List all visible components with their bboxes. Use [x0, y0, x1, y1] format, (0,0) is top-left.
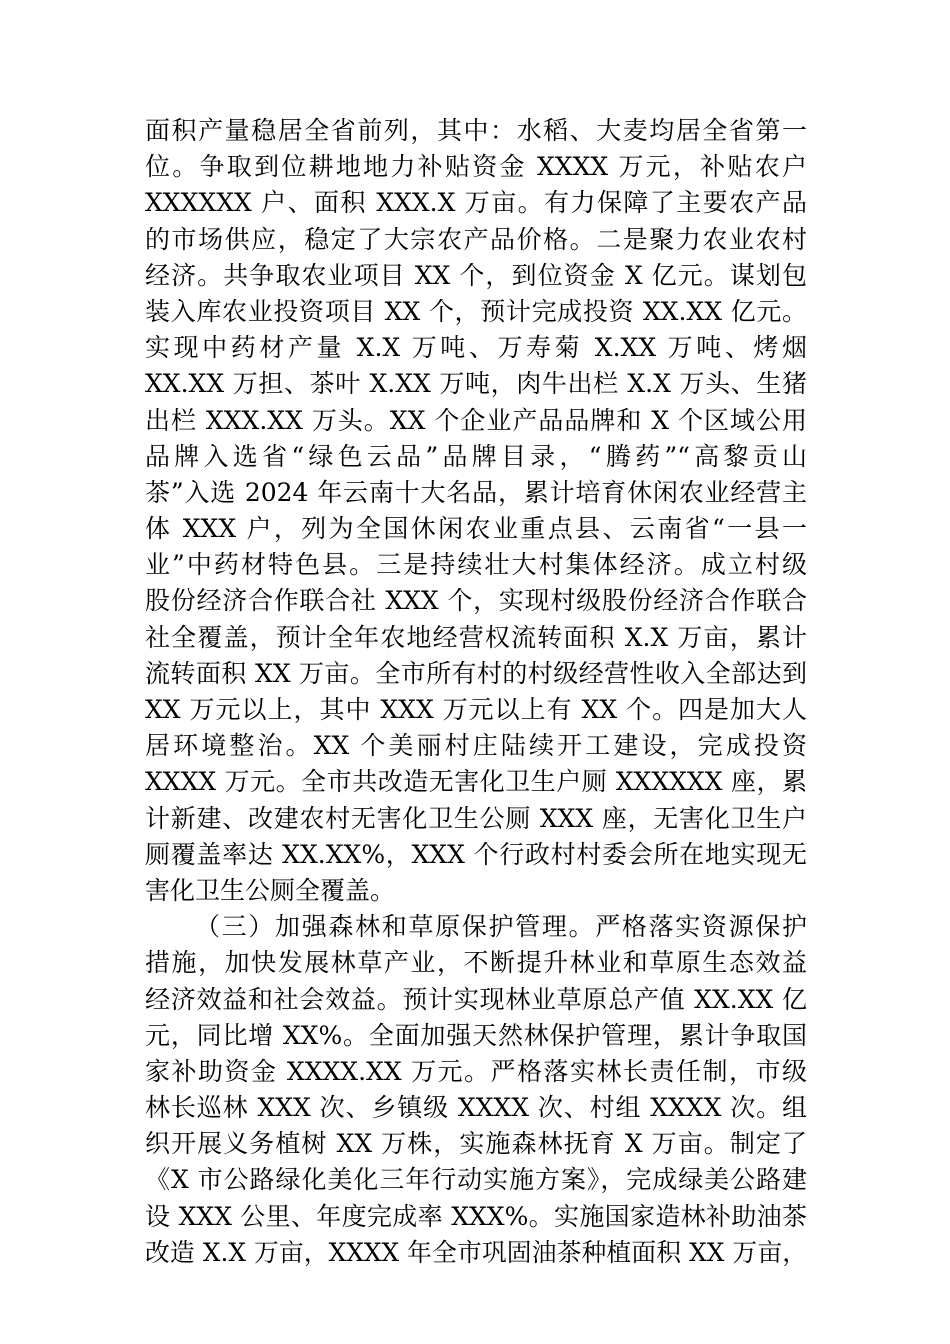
text-line: 出栏 XXX.XX 万头。XX 个企业产品品牌和 X 个区域公用 — [145, 405, 807, 435]
text-line: XXXXXX 户、面积 XXX.X 万亩。有力保障了主要农产品 — [145, 188, 807, 218]
text-line: 措施，加快发展林草产业，不断提升林业和草原生态效益 — [145, 948, 807, 978]
text-line: XXXX 万元。全市共改造无害化卫生户厕 XXXXXX 座，累 — [145, 767, 807, 797]
text-line: 元，同比增 XX%。全面加强天然林保护管理，累计争取国 — [145, 1020, 807, 1050]
text-line: 的市场供应，稳定了大宗农产品价格。二是聚力农业农村 — [145, 224, 807, 254]
text-line: 社全覆盖，预计全年农地经营权流转面积 X.X 万亩，累计 — [145, 622, 807, 652]
text-line: 面积产量稳居全省前列，其中：水稻、大麦均居全省第一 — [145, 116, 807, 145]
text-line: 股份经济合作联合社 XXX 个，实现村级股份经济合作联合 — [145, 586, 807, 616]
text-line: 流转面积 XX 万亩。全市所有村的村级经营性收入全部达到 — [145, 658, 807, 688]
text-line: 品牌入选省“绿色云品”品牌目录，“腾药”“高黎贡山 — [145, 441, 807, 471]
text-line: 林长巡林 XXX 次、乡镇级 XXXX 次、村组 XXXX 次。组 — [145, 1093, 807, 1123]
text-line: XX.XX 万担、茶叶 X.XX 万吨，肉牛出栏 X.X 万头、生猪 — [145, 369, 807, 399]
text-line: 经济效益和社会效益。预计实现林业草原总产值 XX.XX 亿 — [145, 984, 807, 1014]
text-line: 居环境整治。XX 个美丽村庄陆续开工建设，完成投资 — [145, 731, 807, 761]
text-line: 装入库农业投资项目 XX 个，预计完成投资 XX.XX 亿元。 — [145, 296, 807, 326]
text-line: 实现中药材产量 X.X 万吨、万寿菊 X.XX 万吨、烤烟 — [145, 333, 807, 363]
text-line: 家补助资金 XXXX.XX 万元。严格落实林长责任制，市级 — [145, 1056, 807, 1086]
text-line: 位。争取到位耕地地力补贴资金 XXXX 万元，补贴农户 — [145, 152, 807, 182]
text-line: XX 万元以上，其中 XXX 万元以上有 XX 个。四是加大人 — [145, 695, 807, 724]
text-line: 改造 X.X 万亩，XXXX 年全市巩固油茶种植面积 XX 万亩， — [145, 1237, 807, 1267]
text-line: 《X 市公路绿化美化三年行动实施方案》，完成绿美公路建 — [145, 1165, 807, 1195]
text-line: 计新建、改建农村无害化卫生公厕 XXX 座，无害化卫生户 — [145, 803, 807, 833]
text-line: 织开展义务植树 XX 万株，实施森林抚育 X 万亩。制定了 — [145, 1129, 807, 1159]
text-line: 业”中药材特色县。三是持续壮大村集体经济。成立村级 — [145, 550, 807, 580]
text-line: 经济。共争取农业项目 XX 个，到位资金 X 亿元。谋划包 — [145, 260, 807, 290]
text-line: 厕覆盖率达 XX.XX%，XXX 个行政村村委会所在地实现无 — [145, 839, 807, 869]
text-line: 茶”入选 2024 年云南十大名品，累计培育休闲农业经营主 — [145, 477, 807, 507]
paragraph-end-line: 害化卫生公厕全覆盖。 — [145, 875, 396, 905]
text-line: 体 XXX 户，列为全国休闲农业重点县、云南省“一县一 — [145, 514, 807, 544]
document-body-text — [145, 113, 807, 1271]
section-heading-line: （三）加强森林和草原保护管理。严格落实资源保护 — [195, 912, 807, 942]
text-line: 设 XXX 公里、年度完成率 XXX%。实施国家造林补助油茶 — [145, 1201, 807, 1231]
